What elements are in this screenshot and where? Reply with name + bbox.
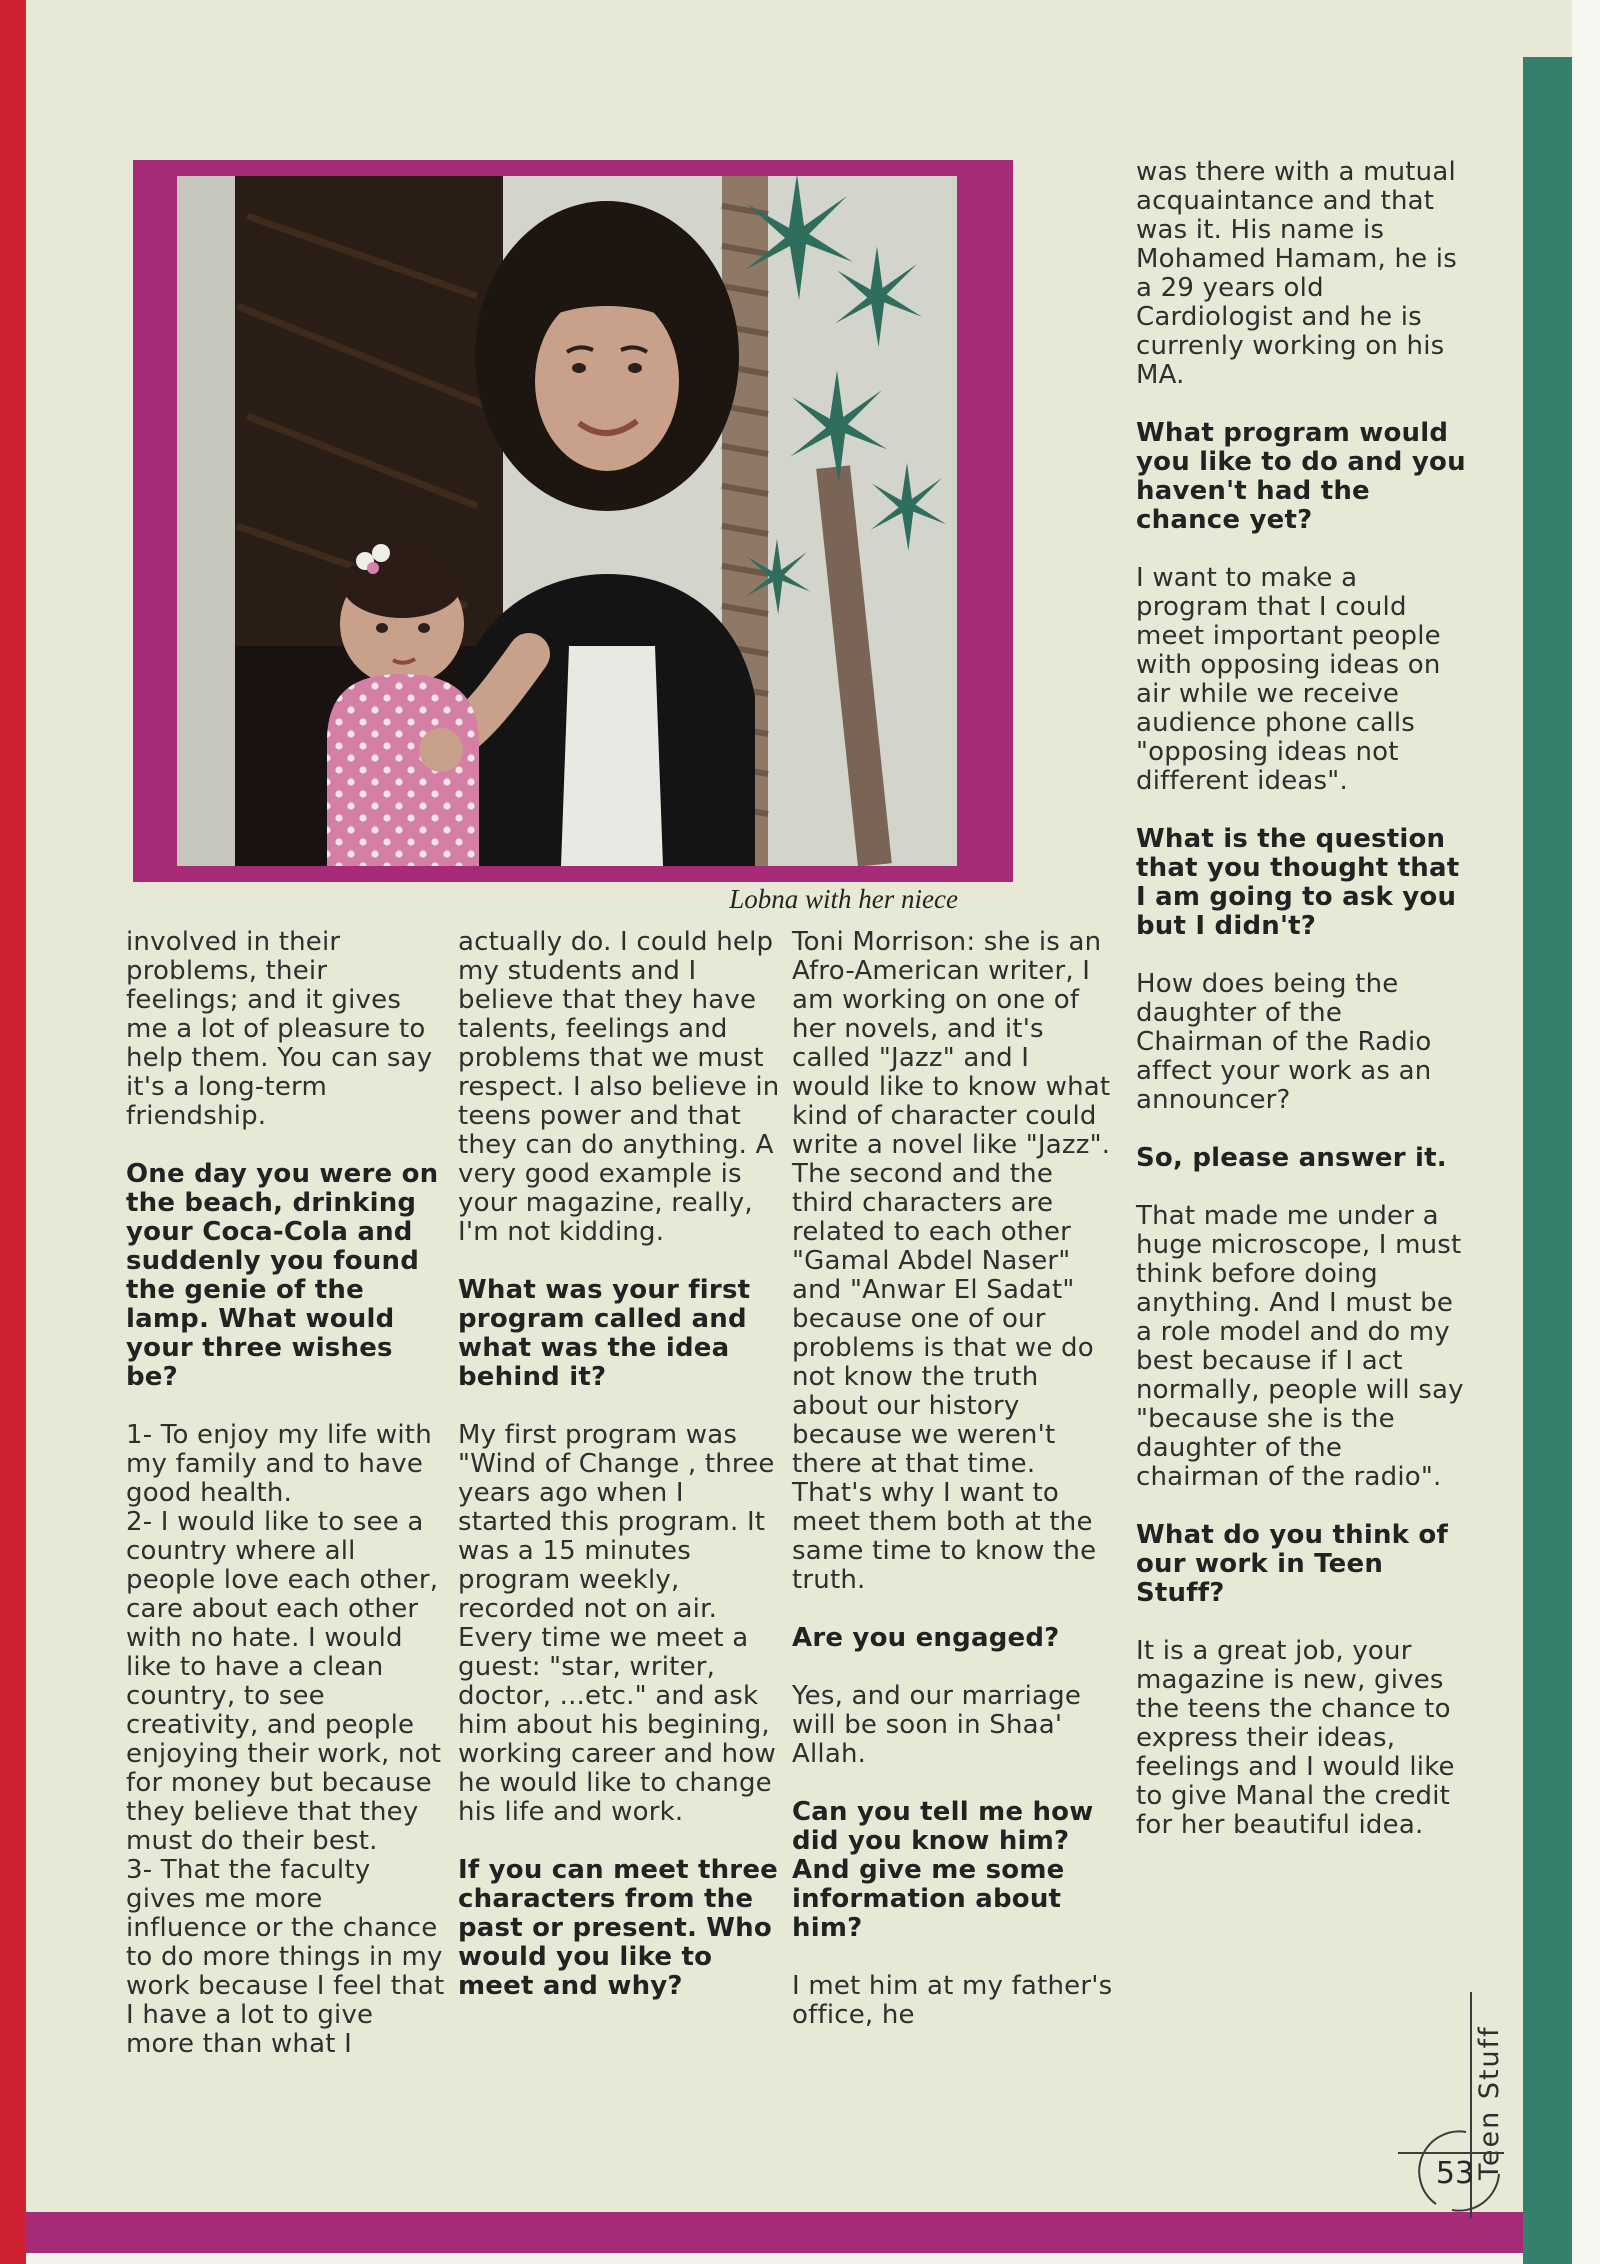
question: What is the question that you thought that I am going to ask you but I didn't?	[1136, 824, 1460, 941]
paragraph: Every time we meet a guest: "star, writer, doctor, ...etc." and ask him about his begining, working career and how he would like to change his life and work.	[458, 1623, 776, 1827]
page-number: 53	[1435, 2156, 1475, 2191]
question: Can you tell me how did you know him? And give me some information about him?	[792, 1797, 1094, 1943]
paragraph: It is a great job, your magazine is new, gives the teens the chance to express their ideas, feelings and I would like to give Manal the credit for her beautiful idea.	[1136, 1636, 1455, 1840]
text-column-2	[458, 928, 780, 2030]
magazine-name-vertical: Teen Stuff	[1474, 2025, 1505, 2181]
red-edge-strip	[0, 0, 26, 2264]
paragraph: because one of our problems is that we do not know the truth about our history because we weren't there at that time. That's why I want to meet them both at the same time to know the truth.	[792, 1304, 1097, 1595]
question: What program would you like to do and you haven't had the chance yet?	[1136, 418, 1466, 535]
paragraph: My first program was "Wind of Change , three years ago when I started this program. It was a 15 minutes program weekly, recorded not on air.	[458, 1420, 775, 1624]
photo-frame	[133, 160, 1013, 882]
paragraph: was there with a mutual acquaintance and that was it. His name is Mohamed Hamam, he is a 29 years old Cardiologist and he is currenly working on his MA.	[1136, 157, 1457, 390]
text-column-1	[126, 928, 446, 2088]
paragraph: actually do. I could help my students and I believe that they have talents, feelings and problems that we must respect. I also believe in teens power and that they can do anything. A very good example is your magazine, really, I'm not kidding.	[458, 927, 780, 1247]
paragraph: That made me under a huge microscope, I must think before doing anything. And I must be a role model and do my best because if I act normally, people will say "because she is the daughter of the chairman of the radio".	[1136, 1201, 1464, 1492]
teal-side-strip	[1523, 57, 1572, 2264]
question: Are you engaged?	[792, 1623, 1060, 1653]
question: So, please answer it.	[1136, 1143, 1447, 1173]
paragraph: 3- That the faculty gives me more influence or the chance to do more things in my work because I feel that I have a lot to give more than what I	[126, 1855, 445, 2059]
paragraph: I met him at my father's office, he	[792, 1971, 1113, 2030]
text-column-3	[792, 928, 1114, 2059]
photo-doorframe	[177, 176, 235, 866]
question: What do you think of our work in Teen Stuff?	[1136, 1520, 1448, 1608]
paragraph: involved in their problems, their feelings; and it gives me a lot of pleasure to help them. You can say it's a long-term friendship.	[126, 927, 433, 1131]
paragraph: How does being the daughter of the Chairman of the Radio affect your work as an announcer?	[1136, 969, 1432, 1115]
paragraph: 1- To enjoy my life with my family and to have good health.	[126, 1420, 432, 1508]
photo-child	[327, 544, 479, 866]
paragraph: Yes, and our marriage will be soon in Shaa' Allah.	[792, 1681, 1082, 1769]
question: What was your first program called and what was the idea behind it?	[458, 1275, 751, 1392]
photo-illustration	[177, 176, 957, 866]
paragraph: Toni Morrison: she is an Afro-American writer, I am working on one of her novels, and it's called "Jazz" and I would like to know what kind of character could write a novel like "Jazz". The second and the third characters are related to each other "Gamal Abdel Naser" and "Anwar El Sadat"	[792, 927, 1111, 1305]
magenta-bottom-strip	[26, 2212, 1523, 2253]
photo-caption: Lobna with her niece	[729, 884, 958, 914]
question: One day you were on the beach, drinking your Coca-Cola and suddenly you found the genie of the lamp. What would your three wishes be?	[126, 1159, 439, 1392]
paragraph: 2- I would like to see a country where all people love each other, care about each other with no hate. I would like to have a clean country, to see creativity, and people enjoying their work, not for money but because they believe that they must do their best.	[126, 1507, 442, 1856]
question: If you can meet three characters from the past or present. Who would you like to meet and why?	[458, 1855, 778, 2001]
paragraph: I want to make a program that I could meet important people with opposing ideas on air while we receive audience phone calls "opposing ideas not different ideas".	[1136, 563, 1441, 796]
bottom-margin	[26, 2253, 1523, 2264]
text-column-4	[1136, 158, 1468, 1869]
